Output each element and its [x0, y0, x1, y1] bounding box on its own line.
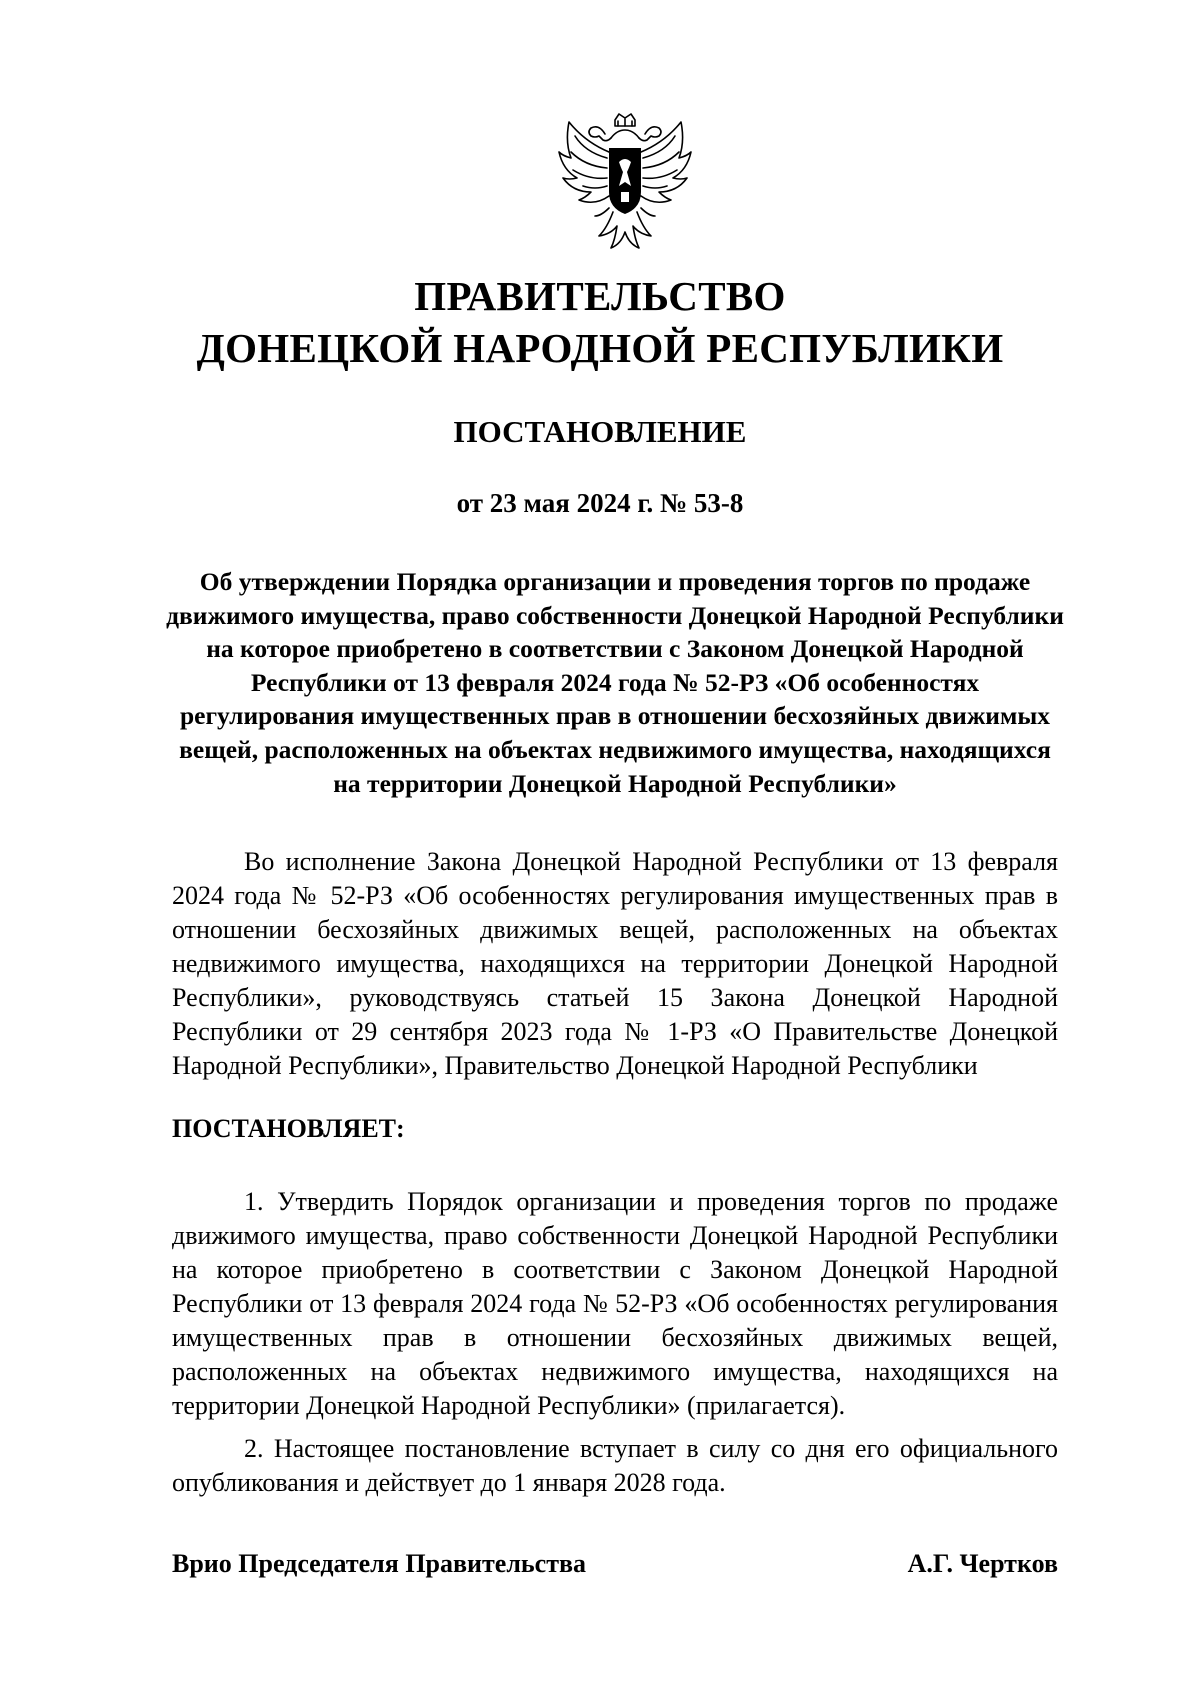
government-title-line-2: ДОНЕЦКОЙ НАРОДНОЙ РЕСПУБЛИКИ — [196, 325, 1004, 371]
government-title-line-1: ПРАВИТЕЛЬСТВО — [414, 273, 786, 319]
resolves-heading: ПОСТАНОВЛЯЕТ: — [172, 1114, 405, 1143]
government-title — [0, 270, 1200, 374]
document-type: ПОСТАНОВЛЕНИЕ — [453, 414, 747, 449]
coat-of-arms-icon — [555, 112, 695, 256]
resolution-item-1: 1. Утвердить Порядок организации и проведения торгов по продаже движимого имущества, право собственности Донецкой Народной Республики на которое приобретено в соответствии с Законом Донецкой Народной Республики от 13 февраля 2024 года № 52-РЗ «Об особенностях регулирования имущественных прав в отношении бесхозяйных движимых вещей, расположенных на объектах недвижимого имущества, находящихся на территории Донецкой Народной Республики» (прилагается). — [172, 1187, 1058, 1420]
resolution-item-2: 2. Настоящее постановление вступает в силу со дня его официального опубликования и действует до 1 января 2028 года. — [172, 1434, 1058, 1497]
preamble-paragraph: Во исполнение Закона Донецкой Народной Республики от 13 февраля 2024 года № 52-РЗ «Об особенностях регулирования имущественных прав в отношении бесхозяйных движимых вещей, расположенных на объектах недвижимого имущества, находящихся на территории Донецкой Народной Республики», руководствуясь статьей 15 Закона Донецкой Народной Республики от 29 сентября 2023 года № 1-РЗ «О Правительстве Донецкой Народной Республики», Правительство Донецкой Народной Республики — [172, 847, 1058, 1080]
signatory-name: А.Г. Чертков — [907, 1549, 1058, 1578]
document-subject: Об утверждении Порядка организации и проведения торгов по продаже движимого имущества, право собственности Донецкой Народной Республики на которое приобретено в соответствии с Законом Донецкой Народной Республики от 13 февраля 2024 года № 52-РЗ «Об особенностях регулирования имущественных прав в отношении бесхозяйных движимых вещей, расположенных на объектах недвижимого имущества, находящихся на территории Донецкой Народной Республики» — [166, 567, 1064, 798]
document-date-number: от 23 мая 2024 г. № 53-8 — [456, 488, 744, 518]
signatory-position: Врио Председателя Правительства — [172, 1549, 587, 1578]
